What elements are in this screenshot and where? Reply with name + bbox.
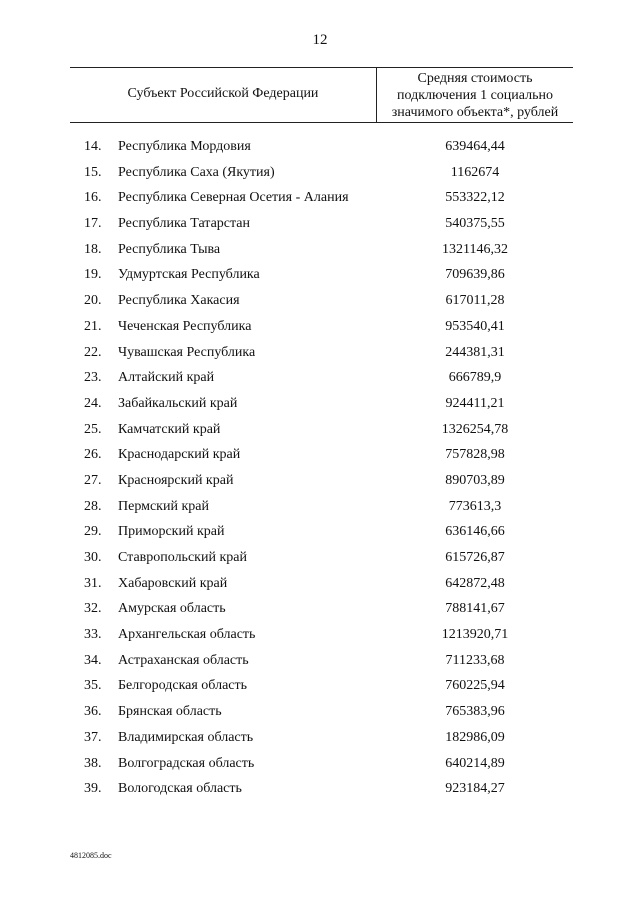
region-name: Республика Татарстан: [118, 216, 251, 232]
row-number: 28.: [84, 498, 102, 514]
row-number: 27.: [84, 472, 102, 488]
cost-value: 757828,98: [445, 447, 505, 463]
table-body: [0, 137, 640, 805]
region-name: Чеченская Республика: [118, 318, 252, 334]
region-name: Архангельская область: [118, 627, 256, 643]
table-row: [0, 188, 640, 214]
cost-value: 773613,3: [448, 498, 502, 514]
row-number: 33.: [84, 627, 102, 643]
header-cost-line: значимого объекта*, рублей: [391, 105, 559, 120]
cost-value: 1213920,71: [441, 627, 509, 643]
region-name: Вологодская область: [118, 781, 242, 797]
region-name: Красноярский край: [118, 472, 234, 488]
row-number: 32.: [84, 601, 102, 617]
region-name: Ставропольский край: [118, 550, 247, 565]
table-row: [0, 651, 640, 677]
cost-value: 924411,21: [445, 395, 505, 411]
row-number: 34.: [84, 652, 102, 668]
row-number: 15.: [84, 164, 102, 180]
cost-value: 640214,89: [445, 755, 505, 771]
header-cost-line: подключения 1 социально: [396, 88, 553, 103]
table-row: [0, 471, 640, 497]
region-name: Республика Саха (Якутия): [118, 164, 275, 180]
table-row: [0, 265, 640, 291]
table-row: [0, 394, 640, 420]
cost-value: 765383,96: [445, 704, 505, 720]
cost-value: 1321146,32: [442, 241, 508, 257]
region-name: Волгоградская область: [118, 755, 255, 771]
cost-value: 615726,87: [445, 550, 505, 565]
table-row: [0, 548, 640, 574]
row-number: 24.: [84, 395, 102, 411]
cost-value: 890703,89: [445, 472, 505, 488]
cost-value: 636146,66: [445, 524, 505, 540]
cost-value: 617011,28: [445, 293, 505, 309]
table-row: [0, 163, 640, 189]
cost-value: 923184,27: [445, 781, 505, 797]
table-row: [0, 754, 640, 780]
table-row: [0, 497, 640, 523]
cost-value: 953540,41: [445, 318, 505, 334]
region-name: Забайкальский край: [118, 395, 238, 411]
region-name: Краснодарский край: [118, 447, 241, 463]
row-number: 23.: [84, 370, 102, 386]
region-name: Республика Хакасия: [118, 293, 240, 309]
table-row: [0, 368, 640, 394]
table-row: [0, 574, 640, 600]
table-row: [0, 214, 640, 240]
header-subject-column: Субъект Российской Федерации: [127, 86, 319, 101]
region-name: Удмуртская Республика: [118, 267, 260, 283]
row-number: 17.: [84, 216, 102, 232]
row-number: 21.: [84, 318, 102, 334]
cost-value: 788141,67: [445, 601, 505, 617]
table-row: [0, 599, 640, 625]
document-id: 4812085.doc: [70, 851, 112, 860]
region-name: Белгородская область: [118, 678, 248, 694]
header-cost-column: [377, 70, 573, 121]
cost-value: 711233,68: [445, 652, 505, 668]
row-number: 38.: [84, 755, 102, 771]
cost-value: 666789,9: [448, 370, 502, 386]
cost-value: 244381,31: [445, 344, 505, 360]
row-number: 26.: [84, 447, 102, 463]
row-number: 20.: [84, 293, 102, 309]
table-row: [0, 702, 640, 728]
table-row: [0, 676, 640, 702]
table-row: [0, 779, 640, 805]
row-number: 29.: [84, 524, 102, 540]
table-row: [0, 445, 640, 471]
region-name: Владимирская область: [118, 729, 254, 745]
region-name: Республика Тыва: [118, 241, 221, 257]
row-number: 18.: [84, 241, 102, 257]
table-row: [0, 317, 640, 343]
row-number: 14.: [84, 139, 102, 154]
row-number: 25.: [84, 421, 102, 437]
region-name: Амурская область: [118, 601, 226, 617]
cost-value: 553322,12: [445, 190, 505, 206]
region-name: Алтайский край: [118, 370, 215, 386]
table-row: [0, 420, 640, 446]
table-row: [0, 522, 640, 548]
region-name: Республика Мордовия: [118, 139, 251, 154]
region-name: Пермский край: [118, 498, 209, 514]
region-name: Астраханская область: [118, 652, 249, 668]
cost-value: 709639,86: [445, 267, 505, 283]
cost-value: 642872,48: [445, 575, 505, 591]
cost-value: 760225,94: [445, 678, 505, 694]
header-bottom-rule: [70, 122, 573, 123]
region-name: Республика Северная Осетия - Алания: [118, 190, 349, 206]
table-row: [0, 137, 640, 163]
region-name: Камчатский край: [118, 421, 221, 437]
region-name: Чувашская Республика: [118, 344, 256, 360]
cost-value: 1162674: [450, 164, 500, 180]
row-number: 36.: [84, 704, 102, 720]
row-number: 30.: [84, 550, 102, 565]
header-cost-line: Средняя стоимость: [417, 71, 533, 86]
cost-value: 639464,44: [445, 139, 505, 154]
page-number: 12: [312, 32, 328, 48]
region-name: Приморский край: [118, 524, 225, 540]
row-number: 31.: [84, 575, 102, 591]
region-name: Хабаровский край: [118, 575, 228, 591]
cost-value: 1326254,78: [441, 421, 509, 437]
cost-value: 540375,55: [445, 216, 505, 232]
table-row: [0, 240, 640, 266]
header-top-rule: [70, 67, 573, 68]
table-row: [0, 625, 640, 651]
row-number: 37.: [84, 729, 102, 745]
region-name: Брянская область: [118, 704, 222, 720]
table-row: [0, 728, 640, 754]
cost-value: 182986,09: [445, 729, 505, 745]
row-number: 39.: [84, 781, 102, 797]
row-number: 19.: [84, 267, 102, 283]
table-row: [0, 291, 640, 317]
table-row: [0, 343, 640, 369]
row-number: 16.: [84, 190, 102, 206]
row-number: 22.: [84, 344, 102, 360]
row-number: 35.: [84, 678, 102, 694]
